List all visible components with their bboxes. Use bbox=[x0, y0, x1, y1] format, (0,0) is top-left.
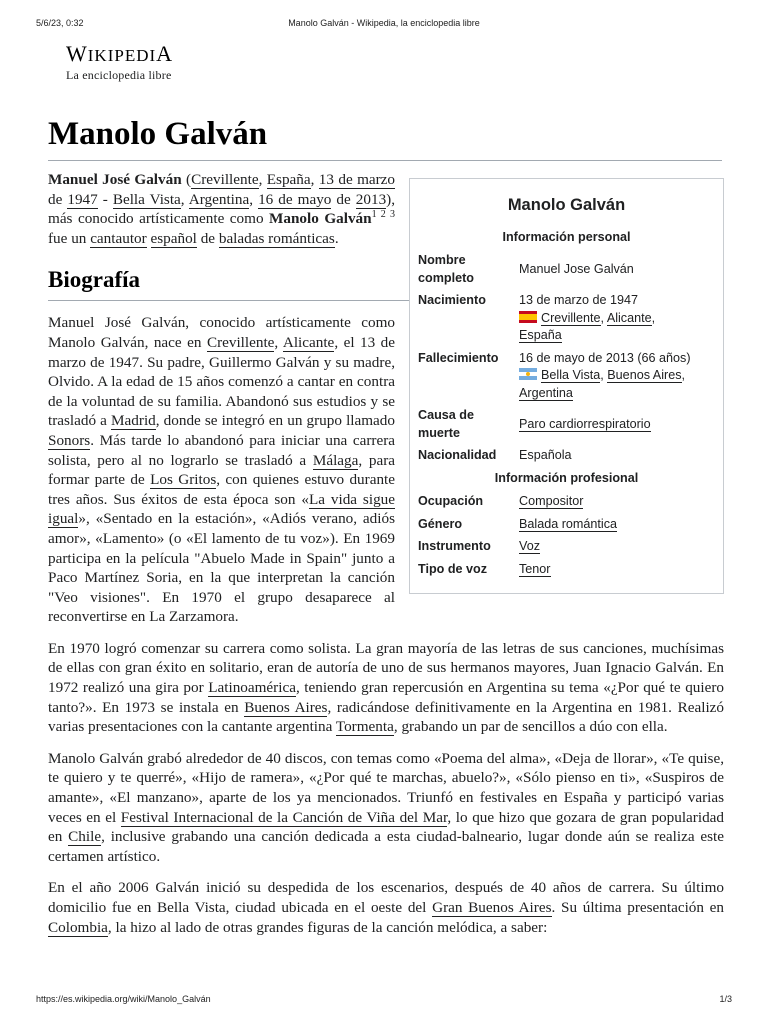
link-alicante[interactable]: Alicante bbox=[606, 310, 652, 325]
link-tormenta[interactable]: Tormenta bbox=[335, 718, 394, 736]
link-festival-vina-del-mar[interactable]: Festival Internacional de la Canción de Viña del Mar bbox=[120, 808, 448, 826]
infobox-row-fallecimiento: Fallecimiento 16 de mayo de 2013 (66 años) Bella Vista, Buenos Aires, Argentina bbox=[418, 350, 691, 400]
wikipedia-logo[interactable] bbox=[66, 42, 173, 83]
link-gran-buenos-aires[interactable]: Gran Buenos Aires bbox=[432, 899, 552, 916]
infobox-row-nombre: Nombre completo Manuel Jose Galván bbox=[418, 253, 634, 285]
print-header bbox=[36, 18, 732, 32]
reference-links[interactable]: 1 2 3 bbox=[371, 209, 395, 221]
link-cantautor[interactable]: cantautor bbox=[90, 229, 147, 247]
infobox-row-nacionalidad: Nacionalidad Española bbox=[418, 448, 572, 462]
section-heading-biografia: Biografía bbox=[48, 266, 724, 301]
bio-paragraph-4: En el año 2006 Galván inició su despedida de los escenarios, después de 40 años de carrera. Su último domicilio fue en Bella Vista, ciudad ubicada en el oeste del Gran Buenos Aires. Su última presentación en Colombia, la hizo al lado de otras grandes figuras de la canción melódica, a saber: bbox=[48, 879, 725, 936]
page-title: Manolo Galván bbox=[48, 116, 268, 152]
infobox-section-profesional: Información profesional bbox=[494, 470, 639, 485]
link-colombia[interactable]: Colombia bbox=[48, 918, 108, 936]
link-tenor[interactable]: Tenor bbox=[519, 561, 551, 576]
print-url: https://es.wikipedia.org/wiki/Manolo_Galván bbox=[36, 994, 211, 1004]
link-voz[interactable]: Voz bbox=[519, 539, 541, 553]
link-buenos-aires[interactable]: Buenos Aires bbox=[244, 698, 328, 716]
link-compositor[interactable]: Compositor bbox=[519, 494, 584, 508]
link-espana[interactable]: España bbox=[266, 171, 311, 188]
spain-flag-icon bbox=[519, 311, 537, 323]
link-malaga[interactable]: Málaga bbox=[312, 451, 359, 469]
print-datetime: 5/6/23, 0:32 bbox=[36, 18, 84, 28]
link-crevillente[interactable]: Crevillente bbox=[541, 310, 601, 325]
link-paro-cardiorrespiratorio[interactable]: Paro cardiorrespiratorio bbox=[519, 417, 651, 431]
infobox-row-genero: Género Balada romántica bbox=[418, 516, 618, 531]
print-page-number: 1/3 bbox=[719, 994, 732, 1004]
link-los-gritos[interactable]: Los Gritos bbox=[150, 471, 217, 489]
argentina-flag-icon bbox=[519, 368, 537, 380]
infobox-row-causa: Causa de muerte Paro cardiorrespiratorio bbox=[418, 408, 651, 440]
link-sonors[interactable]: Sonors bbox=[48, 431, 91, 449]
link-espanol[interactable]: español bbox=[150, 229, 197, 247]
title-divider bbox=[48, 160, 722, 161]
link-buenos-aires[interactable]: Buenos Aires bbox=[607, 368, 682, 382]
article-content bbox=[48, 170, 724, 949]
link-crevillente[interactable]: Crevillente bbox=[191, 171, 259, 188]
link-16-de-mayo[interactable]: 16 de mayo bbox=[258, 190, 332, 208]
link-madrid[interactable]: Madrid bbox=[111, 412, 156, 430]
bio-paragraph-2: En 1970 logró comenzar su carrera como solista. La gran mayoría de las letras de sus canciones, muchísimas de ellas con gran éxito en solitario, eran de autoría de uno de sus hermanos mayores, Juan Ignacio Galván. En 1972 realizó una gira por Latinoamérica, teniendo gran repercusión en Argentina su tema «¿Por qué te quiero tanto?». En 1973 se instala en Buenos Aires, radicándose definitivamente en la Argentina en 1981. Realizó varias presentaciones con la cantante argentina Tormenta, grabando un par de sencillos a dúo con ella. bbox=[48, 639, 724, 736]
link-crevillente[interactable]: Crevillente bbox=[206, 333, 275, 351]
infobox-row-nacimiento: Nacimiento 13 de marzo de 1947 Crevillente, Alicante, España bbox=[418, 293, 656, 342]
infobox-title: Manolo Galván bbox=[507, 196, 626, 214]
infobox bbox=[409, 178, 724, 594]
infobox-row-tipo-voz: Tipo de voz Tenor bbox=[418, 561, 551, 576]
link-baladas-romanticas[interactable]: baladas románticas bbox=[218, 229, 335, 247]
link-alicante[interactable]: Alicante bbox=[282, 333, 335, 351]
print-page-title: Manolo Galván - Wikipedia, la enciclopedia libre bbox=[288, 18, 480, 28]
wikipedia-tagline: La enciclopedia libre bbox=[66, 68, 172, 82]
bio-paragraph-1: Manuel José Galván, conocido artísticamente como Manolo Galván, nace en Crevillente, Alicante, el 13 de marzo de 1947. Su padre, Guillermo Galván y su madre, Olvido. A la edad de 15 años comenzó a cantar en contra de la voluntad de su familia. Abandonó sus estudios y se trasladó a Madrid, donde se integró en un grupo llamado Sonors. Más tarde lo abandonó para iniciar una carrera solista, pero al no lograrlo se trasladó a Málaga, para formar parte de Los Gritos, con quienes estuvo durante tres años. Sus éxitos de esta época son «La vida sigue igual», «Sentado en la estación», «Adiós verano, adiós amor», «Lamento» (o «El lamento de tu voz»). En 1969 participa en la película "Abuelo Made in Spain" junto a Paco Martínez Soria, en la que interpretan la canción "Veo visiones". En 1970 el grupo desaparece al reconvertirse en La Zarzamora. bbox=[48, 314, 396, 626]
intro-paragraph: Manuel José Galván (Crevillente, España, 13 de marzo de 1947 - Bella Vista, Argentina, 16 de mayo de 2013), más conocido artísticamente como Manolo Galván$^{1 2 3}$ fue un cantautor español de baladas románticas. bbox=[48, 171, 396, 247]
link-1947[interactable]: 1947 bbox=[67, 190, 98, 208]
link-bella-vista[interactable]: Bella Vista bbox=[541, 368, 601, 382]
link-argentina[interactable]: Argentina bbox=[188, 190, 250, 208]
infobox-section-personal: Información personal bbox=[502, 229, 631, 244]
link-espana[interactable]: España bbox=[519, 328, 562, 342]
link-13-de-marzo[interactable]: 13 de marzo bbox=[318, 171, 396, 188]
infobox-row-instrumento: Instrumento Voz bbox=[418, 539, 541, 553]
link-chile[interactable]: Chile bbox=[68, 828, 102, 846]
wikipedia-wordmark: WIKIPEDIA bbox=[66, 41, 174, 66]
link-2013[interactable]: 2013 bbox=[355, 190, 387, 208]
link-la-vida-sigue-igual[interactable]: La vida sigue igual bbox=[48, 490, 395, 528]
link-latinoamerica[interactable]: Latinoamérica bbox=[208, 679, 296, 697]
link-argentina[interactable]: Argentina bbox=[519, 385, 573, 400]
link-balada-romantica[interactable]: Balada romántica bbox=[519, 516, 618, 531]
infobox-row-ocupacion: Ocupación Compositor bbox=[418, 494, 584, 508]
bio-paragraph-3: Manolo Galván grabó alrededor de 40 discos, con temas como «Poema del alma», «Deja de llorar», «Te quise, te quiero y te querré», «Hijo de ramera», «¿Por qué te marchas, abuelo?», «Sólo pienso en ti», «Suspiros de amante», «El manzano», aparte de los ya mencionados. Triunfó en festivales en España y participó varias veces en el Festival Internacional de la Canción de Viña del Mar, lo que hizo que gozara de gran popularidad en Chile, inclusive grabando una canción dedicada a esta ciudad-balneario, lugar donde aún se realiza este certamen artístico. bbox=[48, 749, 725, 865]
link-bella-vista[interactable]: Bella Vista bbox=[112, 190, 181, 208]
print-footer bbox=[36, 994, 732, 1008]
